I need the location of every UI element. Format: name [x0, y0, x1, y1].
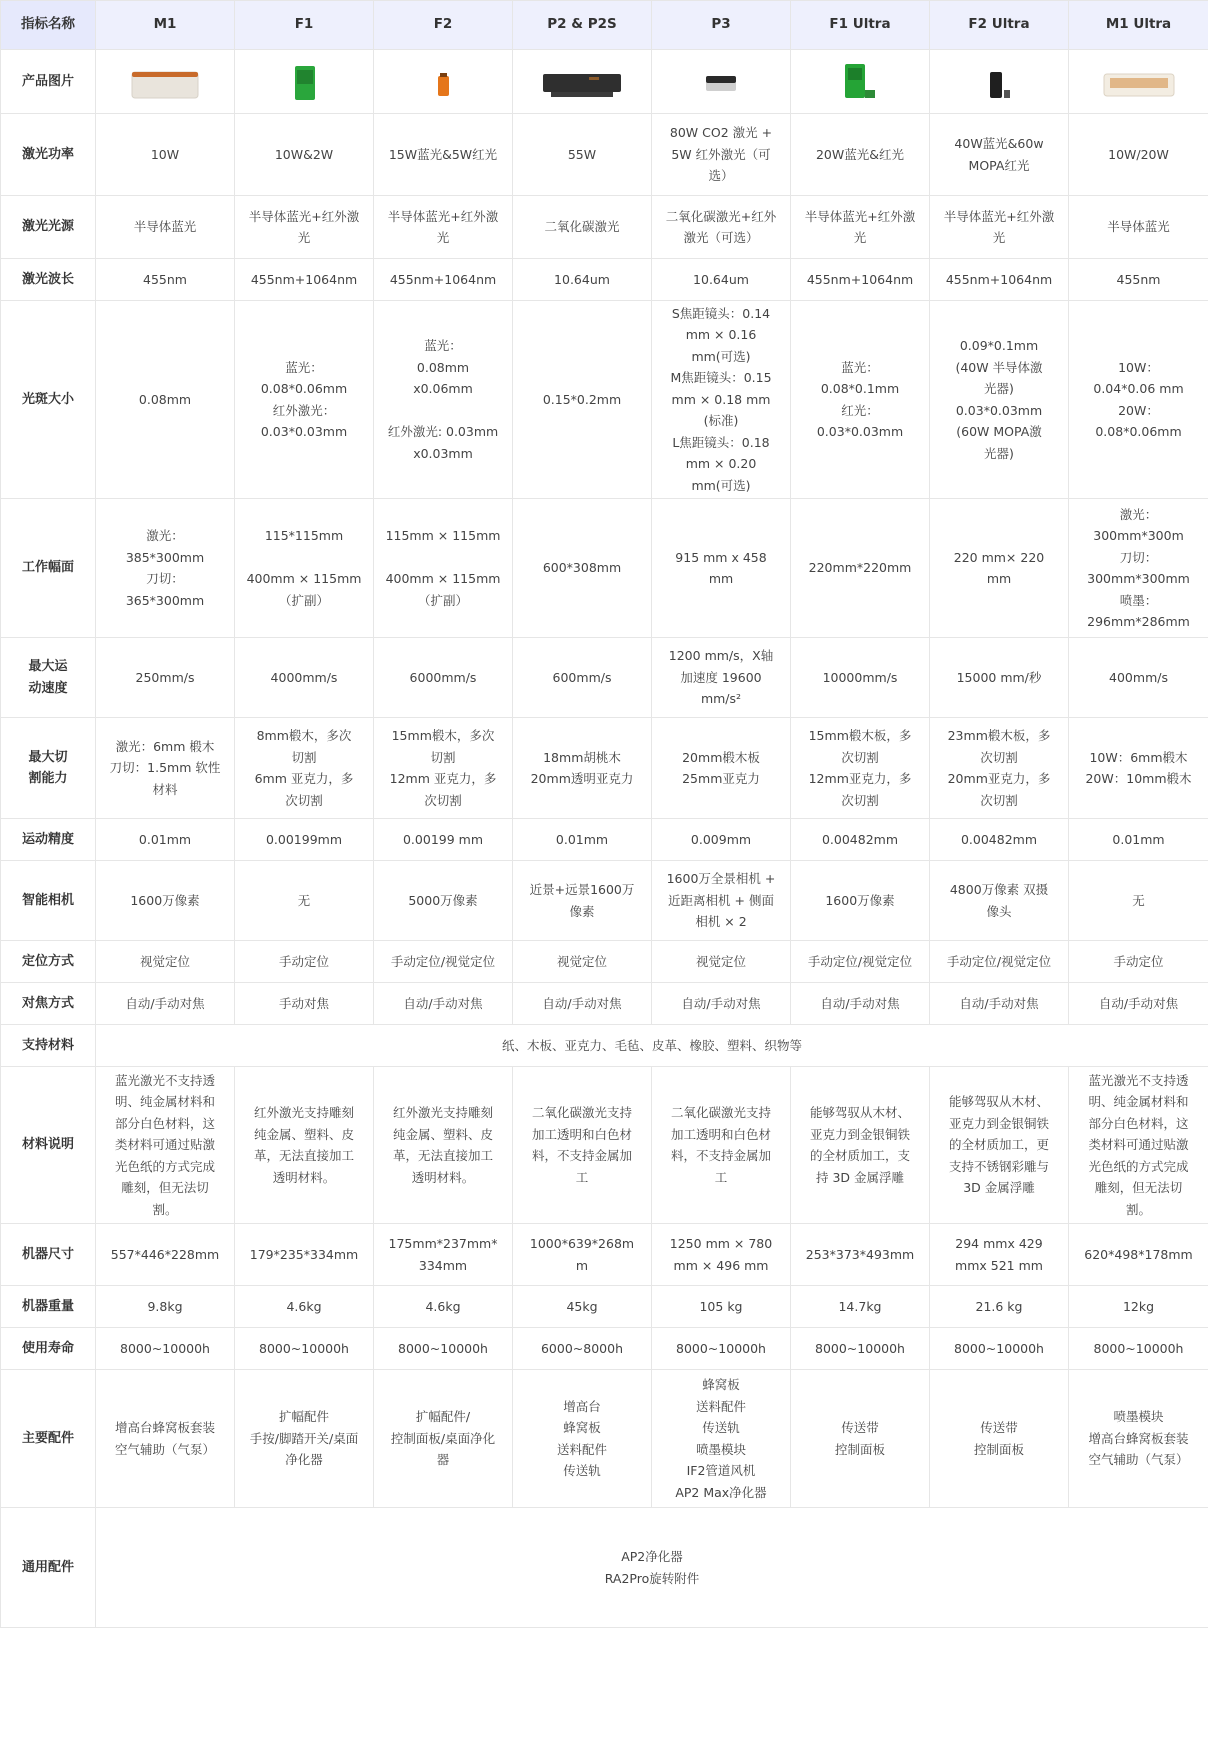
spec-value-cell: 自动/手动对焦 [652, 983, 791, 1025]
spec-row [1, 114, 1208, 196]
black-wide-machine-icon [513, 60, 651, 104]
spec-value-cell: 扩幅配件/ 控制面板/桌面净化 器 [374, 1370, 513, 1508]
row-label: 定位方式 [1, 941, 96, 983]
spec-value-cell: 蓝光激光不支持透 明、纯金属材料和 部分白色材料，这 类材料可通过贴激 光色纸的方式完成 雕刻，但无法切 割。 [96, 1067, 235, 1224]
spec-value-cell: 5000万像素 [374, 861, 513, 941]
black-silver-machine-icon [652, 60, 790, 104]
spec-value-cell: 0.00482mm [791, 819, 930, 861]
spec-value-cell: 55W [513, 114, 652, 196]
spec-row [1, 1508, 1208, 1628]
spec-value-cell: 增高台蜂窝板套装 空气辅助（气泵） [96, 1370, 235, 1508]
spec-value-cell: 0.00199mm [235, 819, 374, 861]
spec-value-cell: 自动/手动对焦 [513, 983, 652, 1025]
model-header-f2: F2 [374, 1, 513, 50]
spec-value-cell: 近景+远景1600万 像素 [513, 861, 652, 941]
spec-value-cell: 600*308mm [513, 499, 652, 638]
spec-value-cell: 915 mm x 458 mm [652, 499, 791, 638]
spec-value-cell: 400mm/s [1069, 638, 1208, 718]
spec-value-cell: 455nm+1064nm [930, 259, 1069, 301]
spec-value-cell: 10W： 0.04*0.06 mm 20W： 0.08*0.06mm [1069, 301, 1208, 499]
spec-value-cell: 8000~10000h [652, 1328, 791, 1370]
spec-value-cell: 12kg [1069, 1286, 1208, 1328]
spec-value-cell: 557*446*228mm [96, 1224, 235, 1286]
spec-value-cell: 自动/手动对焦 [791, 983, 930, 1025]
spec-value-cell: 15mm椴木板，多 次切割 12mm亚克力，多 次切割 [791, 718, 930, 819]
row-label: 智能相机 [1, 861, 96, 941]
spec-value-cell: 600mm/s [513, 638, 652, 718]
spec-row [1, 1286, 1208, 1328]
spec-value-cell: 4800万像素 双摄 像头 [930, 861, 1069, 941]
spec-value-cell: 0.00199 mm [374, 819, 513, 861]
spec-value-cell: 视觉定位 [652, 941, 791, 983]
spec-value-cell: 8000~10000h [374, 1328, 513, 1370]
spec-value-cell: 8000~10000h [791, 1328, 930, 1370]
model-header-f1-ultra: F1 Ultra [791, 1, 930, 50]
spec-value-cell: 蜂窝板 送料配件 传送轨 喷墨模块 IF2管道风机 AP2 Max净化器 [652, 1370, 791, 1508]
spec-value-cell: 4000mm/s [235, 638, 374, 718]
spec-value-cell: 1000*639*268m m [513, 1224, 652, 1286]
spec-value-cell: 无 [1069, 861, 1208, 941]
merged-value-cell: AP2净化器 RA2Pro旋转附件 [96, 1508, 1208, 1628]
spec-value-cell: 1600万像素 [96, 861, 235, 941]
spec-value-cell: 自动/手动对焦 [1069, 983, 1208, 1025]
spec-value-cell: 10W&2W [235, 114, 374, 196]
spec-value-cell: 455nm+1064nm [235, 259, 374, 301]
spec-value-cell: 半导体蓝光+红外激 光 [374, 196, 513, 259]
spec-value-cell: 15000 mm/秒 [930, 638, 1069, 718]
row-label: 机器重量 [1, 1286, 96, 1328]
spec-value-cell: 半导体蓝光+红外激 光 [930, 196, 1069, 259]
row-label: 使用寿命 [1, 1328, 96, 1370]
spec-value-cell: 喷墨模块 增高台蜂窝板套装 空气辅助（气泵） [1069, 1370, 1208, 1508]
spec-value-cell: 手动定位 [235, 941, 374, 983]
spec-value-cell: 0.01mm [96, 819, 235, 861]
spec-row [1, 1067, 1208, 1224]
row-label: 最大运 动速度 [1, 638, 96, 718]
spec-value-cell: 二氧化碳激光支持 加工透明和白色材 料，不支持金属加 工 [652, 1067, 791, 1224]
spec-value-cell: 105 kg [652, 1286, 791, 1328]
spec-value-cell: 传送带 控制面板 [930, 1370, 1069, 1508]
spec-value-cell: 15W蓝光&5W红光 [374, 114, 513, 196]
spec-value-cell: 20W蓝光&红光 [791, 114, 930, 196]
black-tower-machine-icon [930, 60, 1068, 104]
spec-value-cell: 10.64um [652, 259, 791, 301]
row-label: 材料说明 [1, 1067, 96, 1224]
spec-row [1, 941, 1208, 983]
row-label: 运动精度 [1, 819, 96, 861]
spec-row [1, 983, 1208, 1025]
spec-value-cell: 二氧化碳激光 [513, 196, 652, 259]
spec-value-cell: 15mm椴木，多次 切割 12mm 亚克力，多 次切割 [374, 718, 513, 819]
spec-value-cell: 自动/手动对焦 [374, 983, 513, 1025]
white-box-machine-icon [96, 60, 234, 104]
spec-value-cell: 179*235*334mm [235, 1224, 374, 1286]
spec-value-cell: 半导体蓝光 [1069, 196, 1208, 259]
product-image-cell [235, 50, 374, 114]
product-image-cell [791, 50, 930, 114]
spec-value-cell: 激光： 300mm*300m 刀切： 300mm*300mm 喷墨： 296mm*286mm [1069, 499, 1208, 638]
spec-value-cell: 8000~10000h [930, 1328, 1069, 1370]
spec-value-cell: 10000mm/s [791, 638, 930, 718]
spec-value-cell: 14.7kg [791, 1286, 930, 1328]
spec-value-cell: 视觉定位 [513, 941, 652, 983]
spec-value-cell: 115*115mm 400mm × 115mm （扩副） [235, 499, 374, 638]
spec-value-cell: 250mm/s [96, 638, 235, 718]
spec-row [1, 1328, 1208, 1370]
spec-value-cell: 253*373*493mm [791, 1224, 930, 1286]
spec-row [1, 819, 1208, 861]
spec-value-cell: 半导体蓝光 [96, 196, 235, 259]
spec-value-cell: 10W：6mm椴木 20W：10mm椴木 [1069, 718, 1208, 819]
spec-row [1, 1224, 1208, 1286]
product-image-cell [513, 50, 652, 114]
row-label: 产品图片 [1, 50, 96, 114]
spec-value-cell: 10W [96, 114, 235, 196]
spec-value-cell: 手动定位/视觉定位 [930, 941, 1069, 983]
spec-value-cell: 自动/手动对焦 [96, 983, 235, 1025]
spec-value-cell: 手动对焦 [235, 983, 374, 1025]
spec-value-cell: 增高台 蜂窝板 送料配件 传送轨 [513, 1370, 652, 1508]
spec-value-cell: 8mm椴木，多次 切割 6mm 亚克力，多 次切割 [235, 718, 374, 819]
model-header-f1: F1 [235, 1, 374, 50]
spec-value-cell: 175mm*237mm* 334mm [374, 1224, 513, 1286]
spec-value-cell: 20mm椴木板 25mm亚克力 [652, 718, 791, 819]
spec-value-cell: 0.00482mm [930, 819, 1069, 861]
spec-value-cell: 二氧化碳激光支持 加工透明和白色材 料，不支持金属加 工 [513, 1067, 652, 1224]
row-label: 工作幅面 [1, 499, 96, 638]
spec-value-cell: 自动/手动对焦 [930, 983, 1069, 1025]
spec-value-cell: 455nm+1064nm [791, 259, 930, 301]
green-cube-machine-icon [791, 60, 929, 104]
spec-value-cell: 1600万像素 [791, 861, 930, 941]
spec-value-cell: 10W/20W [1069, 114, 1208, 196]
spec-value-cell: 激光：6mm 椴木 刀切：1.5mm 软性 材料 [96, 718, 235, 819]
spec-value-cell: 0.15*0.2mm [513, 301, 652, 499]
merged-value-cell: 纸、木板、亚克力、毛毡、皮革、橡胶、塑料、织物等 [96, 1025, 1208, 1067]
model-header-p2: P2 & P2S [513, 1, 652, 50]
spec-value-cell: 激光： 385*300mm 刀切： 365*300mm [96, 499, 235, 638]
spec-value-cell: 能够驾驭从木材、 亚克力到金银铜铁 的全材质加工，支 持 3D 金属浮雕 [791, 1067, 930, 1224]
spec-value-cell: 9.8kg [96, 1286, 235, 1328]
product-image-cell [374, 50, 513, 114]
row-label: 最大切 割能力 [1, 718, 96, 819]
row-label: 光斑大小 [1, 301, 96, 499]
spec-value-cell: 10.64um [513, 259, 652, 301]
row-label: 对焦方式 [1, 983, 96, 1025]
spec-value-cell: 6000mm/s [374, 638, 513, 718]
spec-value-cell: 45kg [513, 1286, 652, 1328]
row-label: 机器尺寸 [1, 1224, 96, 1286]
spec-row [1, 259, 1208, 301]
spec-value-cell: 115mm × 115mm 400mm × 115mm （扩副） [374, 499, 513, 638]
wood-box-machine-icon [1069, 60, 1208, 104]
spec-value-cell: 4.6kg [235, 1286, 374, 1328]
product-image-cell [96, 50, 235, 114]
spec-value-cell: 0.01mm [1069, 819, 1208, 861]
spec-row [1, 1025, 1208, 1067]
spec-value-cell: 220 mm× 220 mm [930, 499, 1069, 638]
spec-value-cell: 半导体蓝光+红外激 光 [791, 196, 930, 259]
spec-row [1, 196, 1208, 259]
row-label: 激光波长 [1, 259, 96, 301]
spec-value-cell: 455nm [1069, 259, 1208, 301]
product-image-cell [930, 50, 1069, 114]
header-row [1, 1, 1208, 50]
spec-value-cell: 传送带 控制面板 [791, 1370, 930, 1508]
spec-value-cell: 红外激光支持雕刻 纯金属、塑料、皮 革，无法直接加工 透明材料。 [374, 1067, 513, 1224]
spec-row [1, 50, 1208, 114]
spec-value-cell: 220mm*220mm [791, 499, 930, 638]
spec-value-cell: 无 [235, 861, 374, 941]
spec-value-cell: 294 mmx 429 mmx 521 mm [930, 1224, 1069, 1286]
spec-value-cell: 视觉定位 [96, 941, 235, 983]
spec-value-cell: 455nm+1064nm [374, 259, 513, 301]
row-label: 激光光源 [1, 196, 96, 259]
spec-value-cell: 80W CO2 激光 + 5W 红外激光（可 选） [652, 114, 791, 196]
model-header-m1: M1 [96, 1, 235, 50]
green-tower-machine-icon [235, 60, 373, 104]
spec-value-cell: 蓝光： 0.08mm x0.06mm 红外激光: 0.03mm x0.03mm [374, 301, 513, 499]
spec-value-cell: 21.6 kg [930, 1286, 1069, 1328]
spec-value-cell: 40W蓝光&60w MOPA红光 [930, 114, 1069, 196]
spec-row [1, 638, 1208, 718]
spec-row [1, 1370, 1208, 1508]
spec-value-cell: 0.009mm [652, 819, 791, 861]
spec-row [1, 861, 1208, 941]
spec-value-cell: 手动定位 [1069, 941, 1208, 983]
row-label: 主要配件 [1, 1370, 96, 1508]
spec-value-cell: 手动定位/视觉定位 [791, 941, 930, 983]
spec-value-cell: 半导体蓝光+红外激 光 [235, 196, 374, 259]
spec-value-cell: 1200 mm/s，X轴 加速度 19600 mm/s² [652, 638, 791, 718]
spec-row [1, 499, 1208, 638]
spec-value-cell: 1600万全景相机 + 近距离相机 + 侧面 相机 × 2 [652, 861, 791, 941]
model-header-f2-ultra: F2 Ultra [930, 1, 1069, 50]
spec-table-body [1, 50, 1208, 1628]
spec-value-cell: 手动定位/视觉定位 [374, 941, 513, 983]
spec-value-cell: 二氧化碳激光+红外 激光（可选） [652, 196, 791, 259]
spec-value-cell: 18mm胡桃木 20mm透明亚克力 [513, 718, 652, 819]
spec-value-cell: 0.01mm [513, 819, 652, 861]
spec-value-cell: 455nm [96, 259, 235, 301]
spec-value-cell: S焦距镜头：0.14 mm × 0.16 mm(可选) M焦距镜头：0.15 mm × 0.18 mm (标准) L焦距镜头：0.18 mm × 0.20 mm(可选) [652, 301, 791, 499]
row-label: 激光功率 [1, 114, 96, 196]
row-label: 支持材料 [1, 1025, 96, 1067]
spec-value-cell: 8000~10000h [96, 1328, 235, 1370]
spec-value-cell: 8000~10000h [1069, 1328, 1208, 1370]
model-header-p3: P3 [652, 1, 791, 50]
orange-compact-machine-icon [374, 60, 512, 104]
spec-value-cell: 扩幅配件 手按/脚踏开关/桌面 净化器 [235, 1370, 374, 1508]
spec-value-cell: 蓝光： 0.08*0.06mm 红外激光： 0.03*0.03mm [235, 301, 374, 499]
spec-value-cell: 0.09*0.1mm (40W 半导体激 光器) 0.03*0.03mm (60W MOPA激 光器) [930, 301, 1069, 499]
spec-value-cell: 蓝光： 0.08*0.1mm 红光： 0.03*0.03mm [791, 301, 930, 499]
row-label: 通用配件 [1, 1508, 96, 1628]
spec-value-cell: 0.08mm [96, 301, 235, 499]
spec-value-cell: 620*498*178mm [1069, 1224, 1208, 1286]
spec-value-cell: 8000~10000h [235, 1328, 374, 1370]
spec-value-cell: 1250 mm × 780 mm × 496 mm [652, 1224, 791, 1286]
header-label-cell: 指标名称 [1, 1, 96, 50]
spec-row [1, 718, 1208, 819]
model-header-m1-ultra: M1 Ultra [1069, 1, 1208, 50]
product-image-cell [1069, 50, 1208, 114]
spec-value-cell: 4.6kg [374, 1286, 513, 1328]
spec-row [1, 301, 1208, 499]
spec-value-cell: 能够驾驭从木材、 亚克力到金银铜铁 的全材质加工，更 支持不锈钢彩雕与 3D 金属浮雕 [930, 1067, 1069, 1224]
spec-value-cell: 23mm椴木板，多 次切割 20mm亚克力，多 次切割 [930, 718, 1069, 819]
spec-value-cell: 6000~8000h [513, 1328, 652, 1370]
spec-value-cell: 蓝光激光不支持透 明、纯金属材料和 部分白色材料，这 类材料可通过贴激 光色纸的方式完成 雕刻，但无法切 割。 [1069, 1067, 1208, 1224]
spec-value-cell: 红外激光支持雕刻 纯金属、塑料、皮 革，无法直接加工 透明材料。 [235, 1067, 374, 1224]
product-image-cell [652, 50, 791, 114]
